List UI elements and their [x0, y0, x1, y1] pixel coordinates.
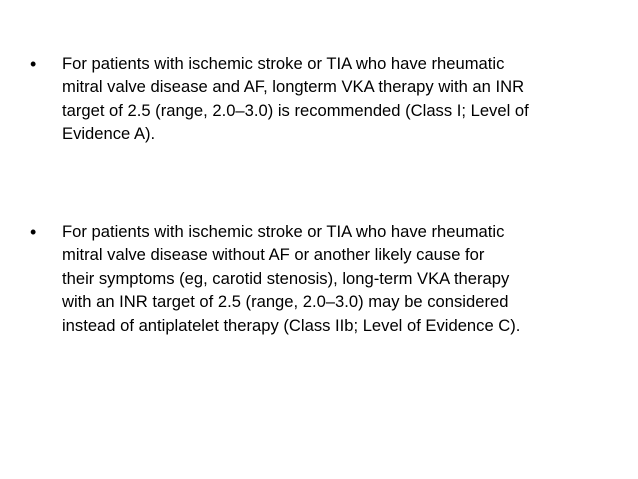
- bullet-item: [30, 220, 630, 337]
- bullet-item: [30, 52, 630, 146]
- bullet-icon: •: [30, 222, 37, 242]
- bullet-icon: •: [30, 54, 37, 74]
- bullet-text: For patients with ischemic stroke or TIA who have rheumatic mitral valve disease and AF, longterm VKA therapy with an INR target of 2.5 (range, 2.0–3.0) is recommended (Class I; Level of Evidence A).: [62, 54, 529, 144]
- bullet-text: For patients with ischemic stroke or TIA who have rheumatic mitral valve disease without AF or another likely cause for their symptoms (eg, carotid stenosis), long-term VKA therapy with an INR target of 2.5 (range, 2.0–3.0) may be considered instead of antiplatelet therapy (Class IIb; Level of Evidence C).: [62, 222, 521, 335]
